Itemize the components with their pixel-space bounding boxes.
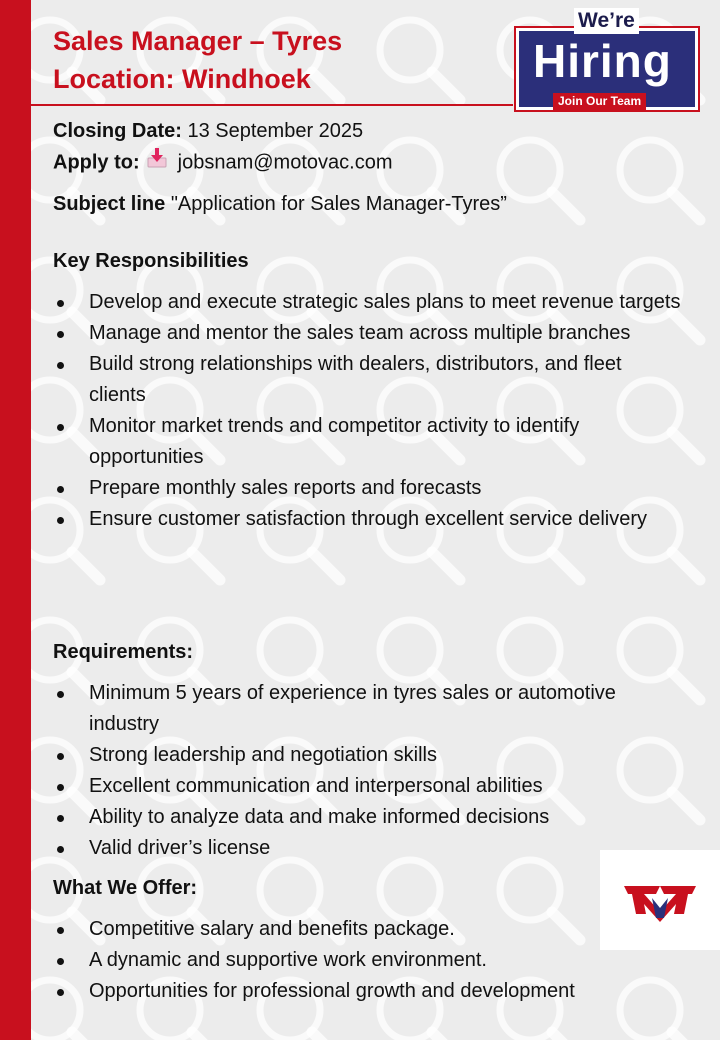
title-underline (31, 104, 513, 106)
list-item-text: Manage and mentor the sales team across multiple branches (89, 322, 631, 344)
bullet-icon (57, 486, 64, 493)
bullet-icon (57, 300, 64, 307)
subject-line (53, 189, 653, 220)
badge-were-text: We’re (574, 8, 639, 34)
list-item-text: Valid driver’s license (89, 837, 271, 859)
title-job: Sales Manager – Tyres (53, 26, 343, 56)
list-item (53, 771, 683, 802)
left-accent-bar (0, 0, 31, 1040)
responsibilities-section (53, 246, 683, 535)
requirements-title: Requirements: (53, 641, 194, 663)
list-item-text: A dynamic and supportive work environment. (89, 949, 487, 971)
subject-label: Subject line (53, 193, 166, 215)
badge-box (516, 28, 698, 110)
list-item-text: Excellent communication and interpersonal abilities (89, 775, 543, 797)
badge-join-text: Join Our Team (553, 93, 646, 110)
list-item-text: Strong leadership and negotiation skills (89, 744, 437, 766)
requirements-section (53, 637, 683, 864)
offer-title: What We Offer: (53, 877, 198, 899)
list-item (53, 945, 683, 976)
application-info (53, 116, 653, 220)
list-item-text: Minimum 5 years of experience in tyres sales or automotive industry (89, 682, 616, 735)
page-title (53, 22, 342, 98)
bullet-icon (57, 331, 64, 338)
list-item (53, 504, 683, 535)
hiring-badge (512, 8, 708, 110)
closing-date-label: Closing Date: (53, 120, 182, 142)
subject-value: "Application for Sales Manager-Tyres” (170, 193, 507, 215)
bullet-icon (57, 362, 64, 369)
list-item-text: Ability to analyze data and make informed decisions (89, 806, 550, 828)
list-item (53, 740, 683, 771)
bullet-icon (57, 846, 64, 853)
bullet-icon (57, 989, 64, 996)
bullet-icon (57, 753, 64, 760)
apply-email-link[interactable]: jobsnam@motovac.com (177, 151, 393, 174)
closing-date-value: 13 September 2025 (187, 120, 364, 142)
bullet-icon (57, 424, 64, 431)
company-logo-box (600, 850, 720, 950)
bullet-icon (57, 958, 64, 965)
apply-line (53, 147, 653, 179)
list-item-text: Prepare monthly sales reports and forecasts (89, 477, 482, 499)
list-item (53, 411, 683, 473)
list-item-text: Build strong relationships with dealers, distributors, and fleet clients (89, 353, 622, 406)
list-item (53, 833, 683, 864)
list-item (53, 318, 683, 349)
list-item-text: Opportunities for professional growth and development (89, 980, 575, 1002)
list-item (53, 287, 683, 318)
list-item (53, 976, 683, 1007)
offer-section (53, 873, 683, 1007)
list-item (53, 914, 683, 945)
list-item (53, 802, 683, 833)
closing-date-line (53, 116, 653, 147)
bullet-icon (57, 815, 64, 822)
list-item (53, 678, 683, 740)
inbox-download-icon (146, 147, 168, 179)
bullet-icon (57, 927, 64, 934)
list-item-text: Competitive salary and benefits package. (89, 918, 455, 940)
list-item (53, 473, 683, 504)
responsibilities-list (53, 287, 683, 535)
bullet-icon (57, 517, 64, 524)
list-item-text: Develop and execute strategic sales plans to meet revenue targets (89, 291, 681, 313)
bullet-icon (57, 691, 64, 698)
offer-list (53, 914, 683, 1007)
list-item (53, 349, 683, 411)
title-location: Location: Windhoek (53, 64, 311, 94)
bullet-icon (57, 784, 64, 791)
list-item-text: Ensure customer satisfaction through excellent service delivery (89, 508, 648, 530)
responsibilities-title: Key Responsibilities (53, 250, 249, 272)
badge-hiring-text: Hiring (533, 35, 672, 87)
motovac-logo-icon (600, 850, 720, 950)
requirements-list (53, 678, 683, 864)
apply-label: Apply to: (53, 151, 140, 174)
list-item-text: Monitor market trends and competitor activity to identify opportunities (89, 415, 580, 468)
